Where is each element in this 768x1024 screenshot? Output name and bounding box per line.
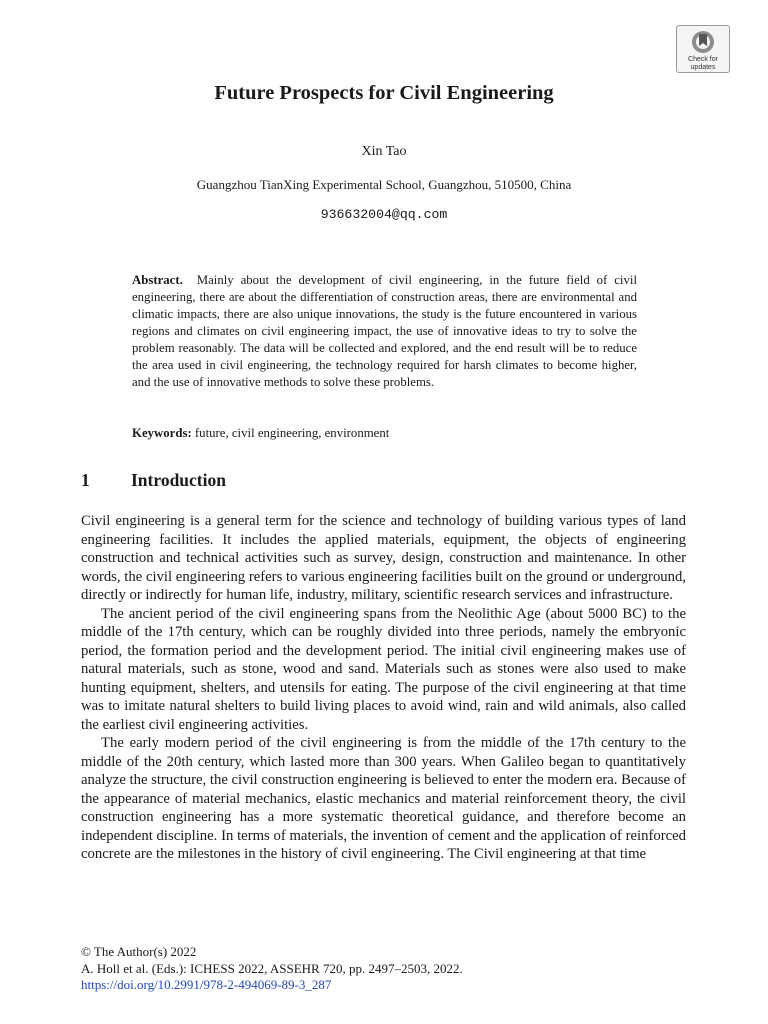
body-text bbox=[81, 512, 686, 864]
keywords-text: future, civil engineering, environment bbox=[194, 426, 390, 440]
author-affiliation: Guangzhou TianXing Experimental School, Guangzhou, 510500, China bbox=[196, 177, 572, 192]
section-title: Introduction bbox=[131, 470, 226, 490]
badge-label-line2: updates bbox=[690, 64, 716, 71]
section-number: 1 bbox=[81, 470, 90, 490]
footer bbox=[81, 944, 463, 994]
citation: A. Holl et al. (Eds.): ICHESS 2022, ASSEHR 720, pp. 2497–2503, 2022. bbox=[81, 960, 463, 976]
paper-title: Future Prospects for Civil Engineering bbox=[214, 82, 554, 104]
paragraph: Civil engineering is a general term for the science and technology of building various types of land engineering facilities. It includes the applied materials, equipment, the objects of engineering construction and technical activities such as survey, design, construction and maintenance. In other words, the civil engineering refers to various engineering facilities built on the ground or underground, directly or indirectly for human life, industry, military, scientific research services and infrastructure. bbox=[81, 513, 686, 603]
check-for-updates-icon bbox=[690, 29, 716, 55]
author-name: Xin Tao bbox=[361, 144, 407, 159]
paragraph: The ancient period of the civil engineering spans from the Neolithic Age (about 5000 BC) to the middle of the 17th century, which can be roughly divided into three periods, namely the embryonic period, the formation period and the development period. The initial civil engineering makes use of natural materials, such as stone, wood and sand. Materials such as stones were also used to make hunting equipment, shelters, and utensils for eating. The purpose of the civil engineering at that time was to imitate natural shelters to build living places to avoid wind, rain and wild animals, also called the earliest civil engineering activities. bbox=[81, 605, 686, 733]
doi-link[interactable]: https://doi.org/10.2991/978-2-494069-89-3_287 bbox=[81, 977, 332, 992]
abstract bbox=[132, 272, 637, 391]
badge-label-line1: Check for bbox=[688, 56, 718, 63]
copyright-notice: © The Author(s) 2022 bbox=[81, 944, 197, 959]
check-for-updates-badge[interactable] bbox=[676, 25, 730, 73]
keywords bbox=[132, 426, 637, 441]
paragraph: The early modern period of the civil engineering is from the middle of the 17th century to the middle of the 20th century, which lasted more than 300 years. When Galileo began to quantitatively analyze the structure, the civil construction engineering is believed to enter the modern era. Because of the appearance of material mechanics, elastic mechanics and material reinforcement theory, the civil construction engineering has a more systematic theoretical guidance, and therefore become an independent discipline. In terms of materials, the invention of cement and the application of reinforced concrete are the milestones in the history of civil engineering. The Civil engineering at that time bbox=[81, 735, 686, 862]
author-email[interactable]: 936632004@qq.com bbox=[320, 207, 448, 222]
abstract-label: Abstract. bbox=[132, 273, 183, 287]
keywords-label: Keywords: bbox=[132, 426, 192, 440]
abstract-text: Mainly about the development of civil engineering, in the future field of civil engineering, there are about the differentiation of construction areas, there are environmental and climatic impacts, there are also unique innovations, the study is the future encountered in various regions and climates on civil engineering impact, the use of innovative ideas to try to solve the problem reasonably. The data will be collected and explored, and the end result will be to reduce the area used in civil engineering, the technology required for harsh climates to become higher, and the use of innovative methods to solve these problems. bbox=[132, 273, 637, 389]
